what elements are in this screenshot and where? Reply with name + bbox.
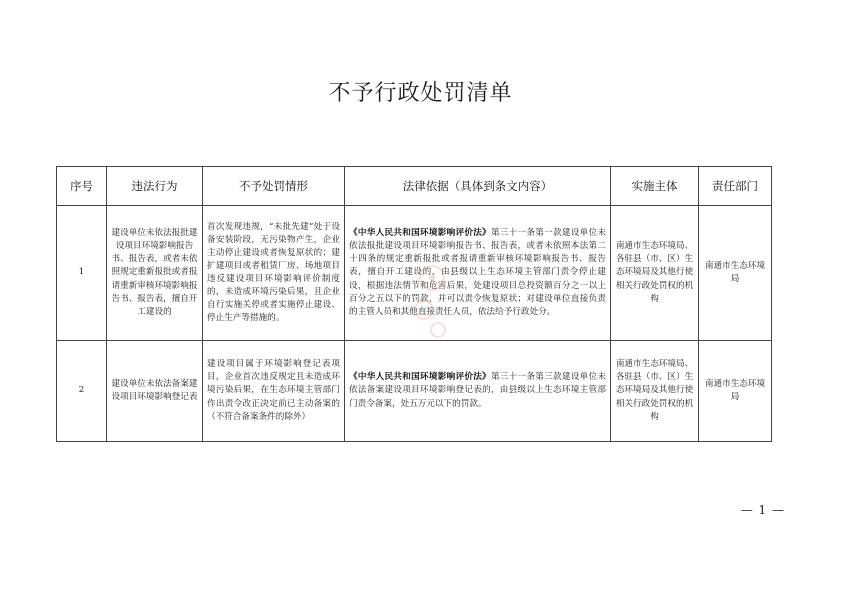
law-title: 《中华人民共和国环境影响评价法》	[349, 372, 491, 383]
row-legal-basis	[345, 206, 611, 341]
header-implementing-body: 实施主体	[611, 167, 699, 206]
law-text: 第三十一条第一款建设单位未依法报批建设项目环境影响报告书、报告表，或者未依照本法第二十四条的规定重新报批或者报请重新审核环境影响报告书、报告表，擅自开工建设的，由县级以上生态环境主管部门责令停止建设，根据违法情节和危害后果，处建设项目总投资额百分之一以上百分之五以下的罚款，并可以责令恢复原状；对建设单位直接负责的主管人员和其他直接责任人员，依法给予行政处分。	[349, 228, 606, 317]
law-text: 第三十一条第三款建设单位未依法备案建设项目环境影响登记表的，由县级以上生态环境主管部门责令备案，处五万元以下的罚款。	[349, 372, 606, 409]
header-serial: 序号	[57, 167, 107, 206]
row-responsible-dept: 南通市生态环境局	[699, 206, 772, 341]
law-title: 《中华人民共和国环境影响评价法》	[349, 228, 491, 239]
row-situation: 建设项目属于环境影响登记表项目，企业首次违反规定且未造成环境污染后果，在生态环境主管部门作出责令改正决定前已主动备案的（不符合备案条件的除外）	[203, 341, 345, 442]
row-implementing-body: 南通市生态环境局、各驻县（市、区）生态环境局及其他行使相关行政处罚权的机构	[611, 206, 699, 341]
row-serial: 1	[57, 206, 107, 341]
row-implementing-body: 南通市生态环境局、各驻县（市、区）生态环境局及其他行使相关行政处罚权的机构	[611, 341, 699, 442]
table-row	[57, 341, 772, 442]
header-responsible-dept: 责任部门	[699, 167, 772, 206]
row-responsible-dept: 南通市生态环境局	[699, 341, 772, 442]
row-legal-basis	[345, 341, 611, 442]
header-legal-basis: 法律依据（具体到条文内容）	[345, 167, 611, 206]
header-no-penalty-situation: 不予处罚情形	[203, 167, 345, 206]
page-number: — 1 —	[740, 503, 785, 517]
row-violation: 建设单位未依法报批建设项目环境影响报告书、报告表，或者未依照规定重新报批或者报请重新审核环境影响报告书、报告表，擅自开工建设的	[107, 206, 203, 341]
official-seal-watermark	[402, 260, 462, 340]
table-header-row	[57, 167, 772, 206]
row-serial: 2	[57, 341, 107, 442]
row-violation: 建设单位未依法备案建设项目环境影响登记表	[107, 341, 203, 442]
document-title: 不予行政处罚清单	[328, 81, 513, 106]
header-violation: 违法行为	[107, 167, 203, 206]
row-situation: 首次发现违规，“未批先建”处于设备安装阶段，无污染物产生，企业主动停止建设或者恢复原状的；建扩建项目或者租赁厂房、场地项目违反建设项目环境影响评价制度的，未造成环境污染后果，且企业自行实施关停或者实施停止建设、停止生产等措施的。	[203, 206, 345, 341]
